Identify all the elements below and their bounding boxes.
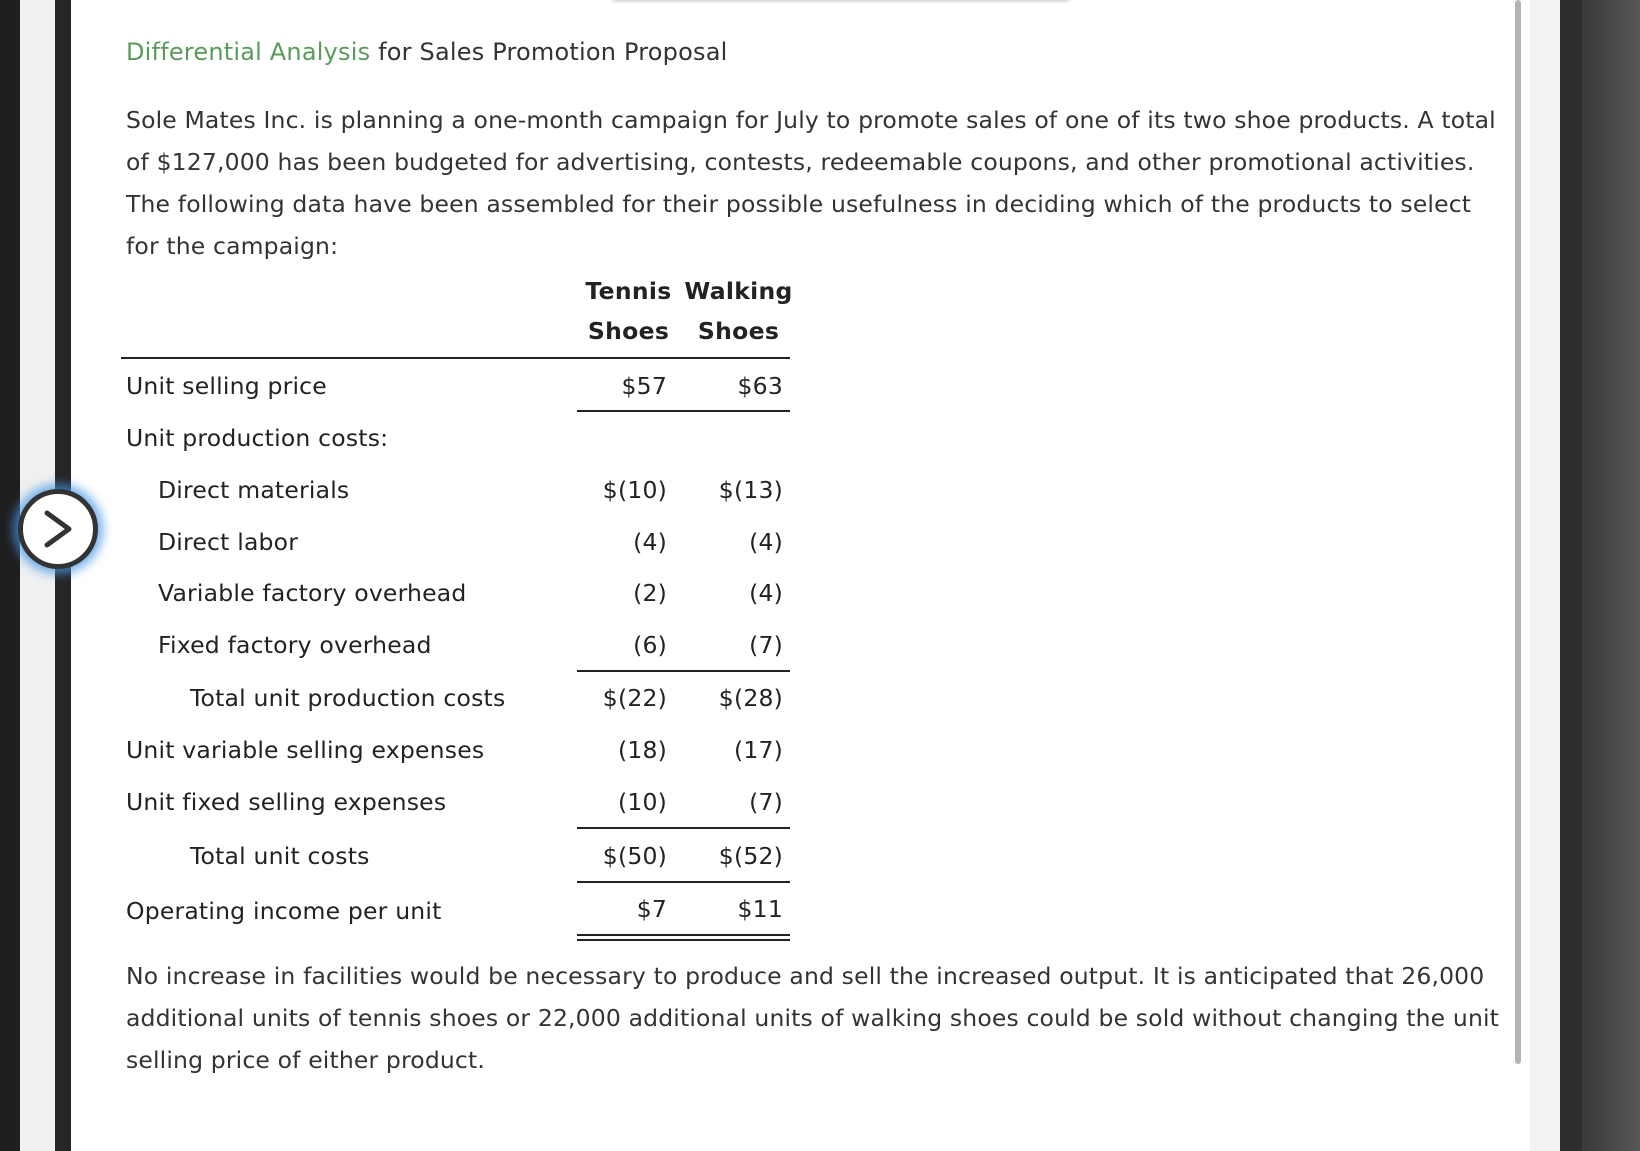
cell-tennis-unit-selling-price: $57	[621, 372, 667, 400]
row-label-fixed-factory-overhead: Fixed factory overhead	[158, 631, 432, 659]
income-double-rule-bottom	[577, 939, 790, 941]
cell-walking-direct-labor: (4)	[749, 528, 783, 556]
cell-tennis-unit-variable-selling-expenses: (18)	[617, 736, 667, 764]
content-page[interactable]	[71, 0, 1530, 1151]
cell-walking-total-unit-production-costs: $(28)	[718, 684, 783, 712]
page-title-rest: for Sales Promotion Proposal	[370, 38, 728, 66]
row-label-unit-selling-price: Unit selling price	[126, 372, 327, 400]
cell-walking-unit-fixed-selling-expenses: (7)	[749, 788, 783, 816]
next-arrow-button[interactable]	[18, 489, 98, 569]
selling-price-rule	[577, 410, 790, 412]
cell-tennis-direct-labor: (4)	[633, 528, 667, 556]
chevron-right-icon	[41, 509, 75, 549]
left-frame-bar	[55, 0, 71, 1151]
header-tennis-line2: Shoes	[587, 317, 670, 345]
row-label-operating-income-per-unit: Operating income per unit	[126, 897, 442, 925]
production-costs-rule	[577, 670, 790, 672]
cell-tennis-unit-fixed-selling-expenses: (10)	[617, 788, 667, 816]
header-tennis-shoes	[576, 271, 681, 351]
row-label-direct-materials: Direct materials	[158, 476, 350, 504]
row-label-total-unit-production-costs: Total unit production costs	[190, 684, 506, 712]
vertical-scrollbar[interactable]	[1515, 0, 1521, 1064]
cell-tennis-variable-factory-overhead: (2)	[633, 579, 667, 607]
cell-walking-total-unit-costs: $(52)	[718, 842, 783, 870]
row-label-total-unit-costs: Total unit costs	[190, 842, 370, 870]
window-right-edge	[1582, 0, 1640, 1151]
window-left-edge	[0, 0, 20, 1151]
cell-walking-unit-variable-selling-expenses: (17)	[733, 736, 783, 764]
row-label-variable-factory-overhead: Variable factory overhead	[158, 579, 467, 607]
cell-walking-unit-selling-price: $63	[737, 372, 783, 400]
row-label-direct-labor: Direct labor	[158, 528, 299, 556]
left-gutter	[20, 0, 55, 1151]
cell-walking-operating-income-per-unit: $11	[737, 895, 783, 923]
cell-tennis-direct-materials: $(10)	[602, 476, 667, 504]
cell-walking-fixed-factory-overhead: (7)	[749, 631, 783, 659]
right-frame-bar	[1560, 0, 1582, 1151]
row-label-unit-variable-selling-expenses: Unit variable selling expenses	[126, 736, 485, 764]
table-header-rule	[121, 357, 790, 359]
cell-tennis-total-unit-production-costs: $(22)	[602, 684, 667, 712]
cell-walking-direct-materials: $(13)	[718, 476, 783, 504]
cell-tennis-fixed-factory-overhead: (6)	[633, 631, 667, 659]
income-double-rule-top	[577, 934, 790, 936]
right-gutter	[1530, 0, 1560, 1151]
row-label-unit-production-costs: Unit production costs:	[126, 424, 389, 452]
page-title	[126, 38, 727, 66]
cell-tennis-total-unit-costs: $(50)	[602, 842, 667, 870]
header-walking-line2: Shoes	[697, 317, 780, 345]
intro-paragraph: Sole Mates Inc. is planning a one-month campaign for July to promote sales of one of its two shoe products. A total of $127,000 has been budgeted for advertising, contests, redeemable coupons, and other promotional activities. The following data have been assembled for their possible usefulness in deciding which of the products to select for the campaign:	[126, 106, 1496, 260]
closing-paragraph: No increase in facilities would be necessary to produce and sell the increased output. It is anticipated that 26,000 additional units of tennis shoes or 22,000 additional units of walking shoes could be sold without changing the unit selling price of either product.	[126, 962, 1500, 1074]
cell-walking-variable-factory-overhead: (4)	[749, 579, 783, 607]
header-walking-line1: Walking	[684, 277, 793, 305]
selling-expenses-rule	[577, 827, 790, 829]
total-costs-rule	[577, 881, 790, 883]
cell-tennis-operating-income-per-unit: $7	[636, 895, 667, 923]
differential-analysis-link[interactable]: Differential Analysis	[126, 38, 371, 66]
header-tennis-line1: Tennis	[585, 277, 672, 305]
header-walking-shoes	[681, 271, 796, 351]
row-label-unit-fixed-selling-expenses: Unit fixed selling expenses	[126, 788, 447, 816]
